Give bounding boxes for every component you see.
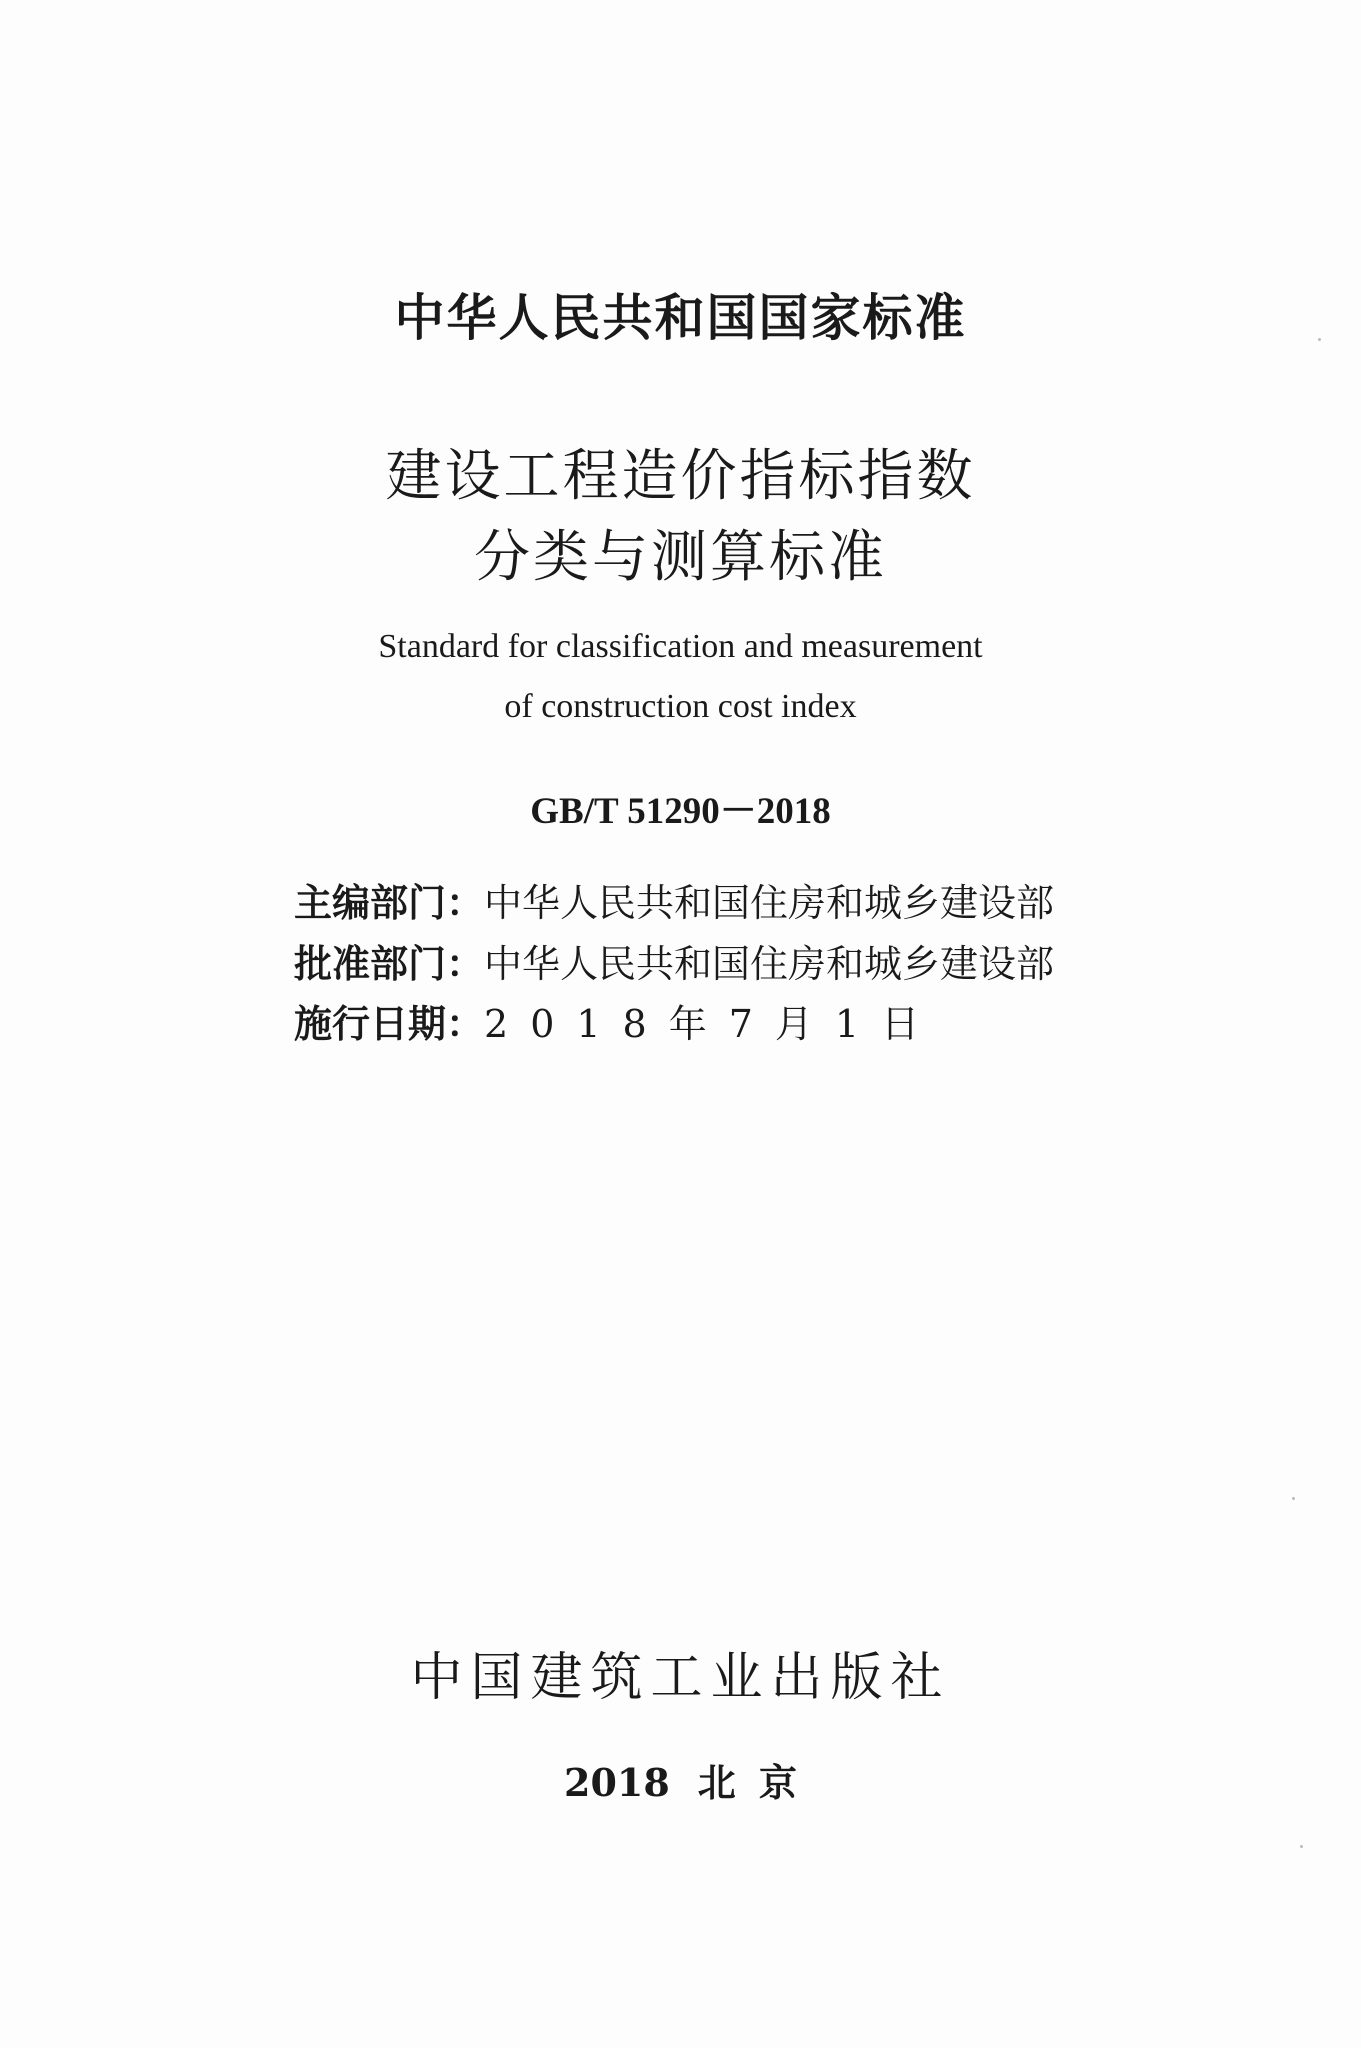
- info-value: 中华人民共和国住房和城乡建设部: [484, 881, 1055, 925]
- info-label: 主编部门：: [294, 881, 485, 925]
- title-line-1: 建设工程造价指标指数: [385, 444, 976, 509]
- info-value: 中华人民共和国住房和城乡建设部: [484, 942, 1055, 986]
- info-row-effective-date: [294, 993, 1114, 1048]
- english-title-line-2: of construction cost index: [504, 688, 857, 725]
- info-label: 批准部门：: [294, 942, 485, 986]
- info-row-approver: [294, 933, 1114, 988]
- info-label: 施行日期：: [294, 1002, 485, 1046]
- paper-speck: [1292, 1497, 1295, 1500]
- publisher-name: 中国建筑工业出版社: [410, 1648, 951, 1708]
- imprint-line: [0, 1752, 1361, 1807]
- imprint-year: 2018: [564, 1760, 670, 1805]
- title-line-2: 分类与测算标准: [474, 525, 887, 590]
- imprint-city: 北 京: [697, 1760, 797, 1805]
- standard-category-heading: 中华人民共和国国家标准: [394, 289, 967, 347]
- english-title-line-1: Standard for classification and measurement: [378, 628, 983, 665]
- paper-speck: [1318, 338, 1321, 341]
- info-value: 2018年7月1日: [484, 1002, 942, 1046]
- info-row-editor: [294, 872, 1114, 927]
- paper-speck: [1300, 1845, 1303, 1848]
- standard-code: GB/T 51290－2018: [530, 791, 831, 832]
